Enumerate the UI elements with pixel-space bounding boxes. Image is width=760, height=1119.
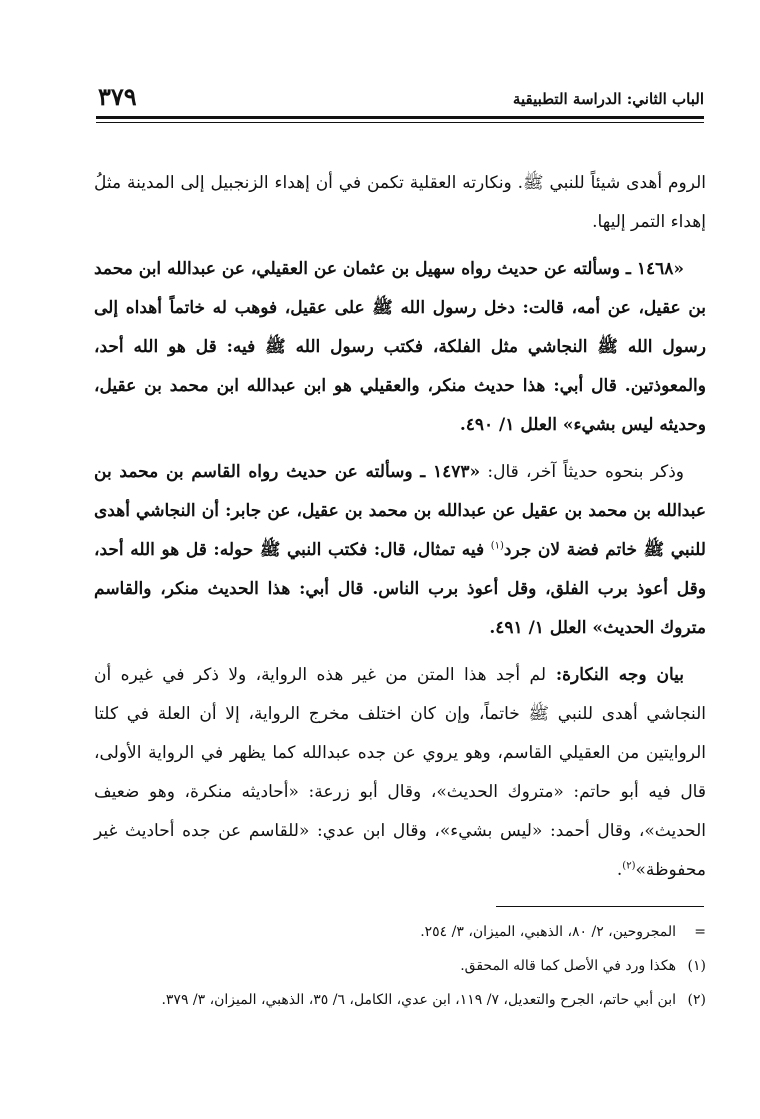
footnote-text: المجروحين، ٢/ ٨٠، الذهبي، الميزان، ٣/ ٢٥٤. xyxy=(420,924,676,940)
explanation-text: لم أجد هذا المتن من غير هذه الرواية، ولا ذكر في غيره أن النجاشي أهدى للنبي ﷺ خاتماً، وإن كان اختلف مخرج الرواية، إلا أن العلة في كلتا الروايتين من العقيلي القاسم، وهو يروي عن جده عبدالله كما يظهر في الرواية الأولى، قال فيه أبو حاتم: «متروك الحديث»، وقال أبو زرعة: «أحاديثه منكرة، وهو ضعيف الحديث»، وقال أحمد: «ليس بشيء»، وقال ابن عدي: «للقاسم عن جده أحاديث غير محفوظة» xyxy=(94,665,706,880)
footnote-text: ابن أبي حاتم، الجرح والتعديل، ٧/ ١١٩، ابن عدي، الكامل، ٦/ ٣٥، الذهبي، الميزان، ٣/ ٣٧٩. xyxy=(161,992,676,1008)
body-text xyxy=(94,164,706,898)
footnote-continuation xyxy=(94,918,706,946)
footnotes xyxy=(94,918,706,1020)
explanation-end: . xyxy=(616,860,623,880)
footnote-mark: (١) xyxy=(687,958,706,974)
footnote-2 xyxy=(94,986,706,1014)
quote-text-b: فيه تمثال، قال: فكتب النبي ﷺ حوله: قل هو الله أحد، وقل أعوذ برب الفلق، وقل أعوذ برب الناس. قال أبي: هذا الحديث منكر، والقاسم متروك الحديث» العلل ١/ ٤٩١. xyxy=(94,540,706,638)
paragraph-explanation xyxy=(94,656,706,890)
running-header xyxy=(96,84,704,120)
footnote-ref-2[interactable]: (٢) xyxy=(622,860,636,872)
footnote-text: هكذا ورد في الأصل كما قاله المحقق. xyxy=(460,958,676,974)
explanation-label: بيان وجه النكارة: xyxy=(546,665,684,685)
footnote-1 xyxy=(94,952,706,980)
paragraph-quote-1473 xyxy=(94,453,706,648)
quote-text-a: «١٤٧٣ ـ وسألته عن حديث رواه القاسم بن محمد بن عبدالله بن محمد بن عقيل عن عبدالله بن محمد بن عقيل، عن جابر: أن النجاشي أهدى للنبي ﷺ خاتم فضة لان جرد xyxy=(94,462,706,560)
footnote-ref-1[interactable]: (١) xyxy=(490,540,504,552)
paragraph-1: الروم أهدى شيئاً للنبي ﷺ. ونكارته العقلية تكمن في أن إهداء الزنجبيل إلى المدينة مثلُ إهداء التمر إليها. xyxy=(94,173,706,232)
paragraph-intro: وذكر بنحوه حديثاً آخر، قال: xyxy=(480,462,684,482)
paragraph-quote-1468: «١٤٦٨ ـ وسألته عن حديث رواه سهيل بن عثمان عن العقيلي، عن عبدالله ابن محمد بن عقيل، عن أمه، قالت: دخل رسول الله ﷺ على عقيل، فوهب له خاتماً أهداه إلى رسول الله ﷺ النجاشي مثل الفلكة، فكتب رسول الله ﷺ فيه: قل هو الله أحد، والمعوذتين. قال أبي: هذا حديث منكر، والعقيلي هو ابن عبدالله ابن محمد بن عقيل، وحديثه ليس بشيء» العلل ١/ ٤٩٠. xyxy=(94,259,706,435)
footnote-rule xyxy=(496,906,704,907)
header-rule xyxy=(96,116,704,119)
footnote-mark: (٢) xyxy=(687,992,706,1008)
chapter-title: الباب الثاني: الدراسة التطبيقية xyxy=(512,90,704,108)
page-number: ٣٧٩ xyxy=(98,82,137,111)
header-rule-thin xyxy=(96,122,704,123)
footnote-mark: = xyxy=(694,924,706,940)
